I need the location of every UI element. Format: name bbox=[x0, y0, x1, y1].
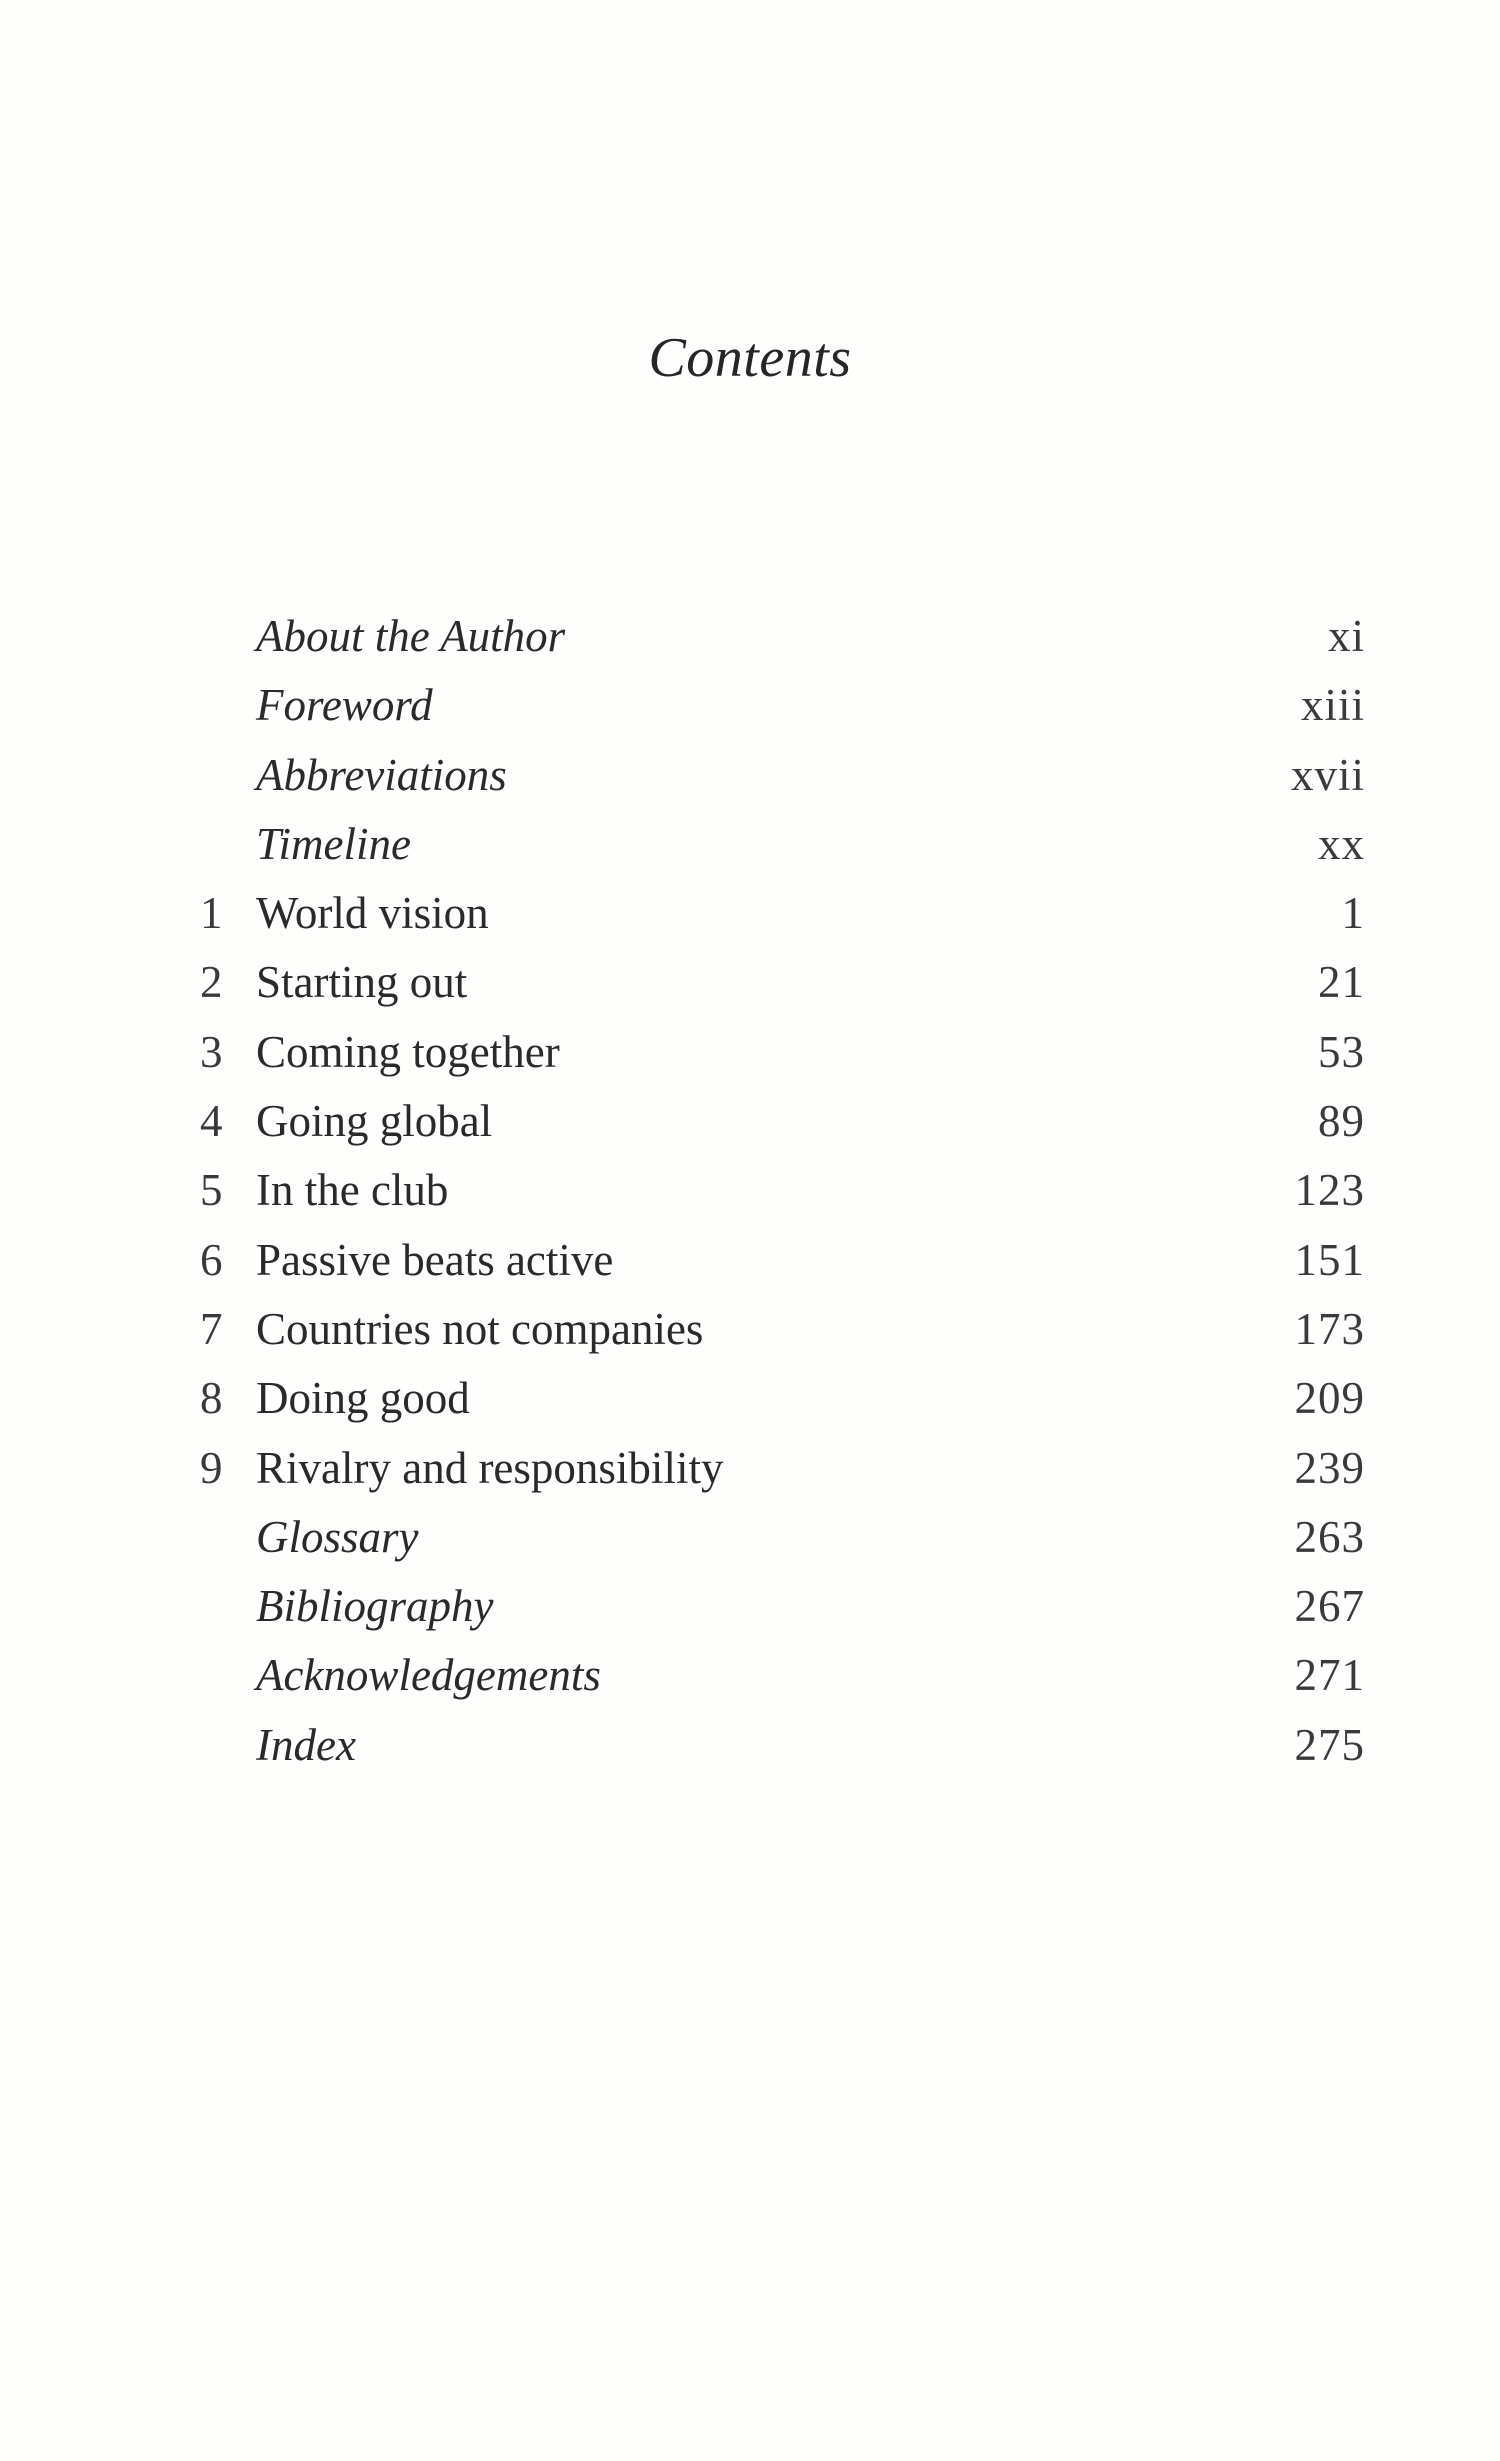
toc-entry-page: xiii bbox=[1300, 680, 1365, 731]
toc-entry-title: Index bbox=[256, 1719, 356, 1770]
toc-entry-title: Rivalry and responsibility bbox=[256, 1442, 724, 1493]
toc-entry-title: Countries not companies bbox=[256, 1303, 704, 1354]
toc-entry-title: World vision bbox=[256, 888, 489, 939]
toc-entry-page: xvii bbox=[1290, 749, 1365, 800]
toc-entry-page: 123 bbox=[1294, 1165, 1365, 1216]
toc-entry-number: 9 bbox=[200, 1442, 223, 1493]
toc-entry-title: Bibliography bbox=[256, 1581, 494, 1632]
toc-entry-title: Coming together bbox=[256, 1026, 560, 1077]
toc-entry-page: 151 bbox=[1294, 1234, 1365, 1285]
toc-entry-page: 275 bbox=[1294, 1719, 1365, 1770]
toc-entry-number: 7 bbox=[200, 1303, 223, 1354]
toc-entry-title: Passive beats active bbox=[256, 1234, 614, 1285]
toc-entry-page: xi bbox=[1327, 611, 1365, 661]
toc-entry bbox=[200, 1018, 1365, 1087]
toc-entry-number: 4 bbox=[200, 1096, 223, 1147]
toc-entry bbox=[200, 948, 1365, 1017]
toc-entry bbox=[200, 1087, 1365, 1156]
toc-entry-number: 6 bbox=[200, 1234, 223, 1285]
toc-entry-title: Foreword bbox=[256, 680, 433, 731]
toc-entry-number: 8 bbox=[200, 1373, 223, 1424]
toc-entry bbox=[200, 1156, 1365, 1225]
toc-entry-number: 1 bbox=[200, 888, 223, 939]
toc-entry-title: Doing good bbox=[256, 1373, 470, 1424]
toc-entry-title: Abbreviations bbox=[256, 749, 507, 800]
toc-entry bbox=[200, 1503, 1365, 1572]
toc-entry-number: 5 bbox=[200, 1165, 223, 1216]
toc-entry bbox=[200, 1641, 1365, 1710]
toc-entry-page: 267 bbox=[1294, 1581, 1365, 1632]
toc-entry bbox=[200, 1711, 1365, 1780]
toc-entry bbox=[200, 1364, 1365, 1433]
toc-entry-page: 21 bbox=[1318, 957, 1365, 1008]
toc-entry bbox=[200, 741, 1365, 810]
toc-entry-number: 3 bbox=[200, 1026, 223, 1077]
toc-entry-title: Going global bbox=[256, 1096, 493, 1147]
toc-entry bbox=[200, 1572, 1365, 1641]
toc-entry-page: 53 bbox=[1318, 1026, 1365, 1077]
toc-entry-title: Acknowledgements bbox=[256, 1650, 601, 1701]
toc-entry-title: Starting out bbox=[256, 957, 468, 1008]
toc-entry bbox=[200, 879, 1365, 948]
toc-entry-page: 89 bbox=[1318, 1096, 1365, 1147]
toc-entry-page: 271 bbox=[1294, 1650, 1365, 1701]
toc-entry-page: 239 bbox=[1294, 1442, 1365, 1493]
toc-entry bbox=[200, 1295, 1365, 1364]
toc-entry bbox=[200, 671, 1365, 740]
toc-entry bbox=[200, 1226, 1365, 1295]
toc-entry-title: Glossary bbox=[256, 1511, 419, 1562]
toc-entry-number: 2 bbox=[200, 957, 223, 1008]
toc-entry-title: In the club bbox=[256, 1165, 449, 1216]
toc-entry-title: About the Author bbox=[256, 611, 566, 661]
toc-entry-page: xx bbox=[1318, 818, 1365, 869]
toc-entry bbox=[200, 1434, 1365, 1503]
toc-entry-page: 173 bbox=[1294, 1303, 1365, 1354]
toc-entry-page: 1 bbox=[1341, 888, 1365, 939]
toc-entry bbox=[200, 810, 1365, 879]
toc-entry bbox=[200, 602, 1365, 671]
page-title: Contents bbox=[648, 327, 852, 389]
toc-entry-page: 263 bbox=[1294, 1511, 1365, 1562]
table-of-contents bbox=[200, 602, 1365, 1780]
toc-entry-page: 209 bbox=[1294, 1373, 1365, 1424]
toc-entry-title: Timeline bbox=[256, 818, 411, 869]
